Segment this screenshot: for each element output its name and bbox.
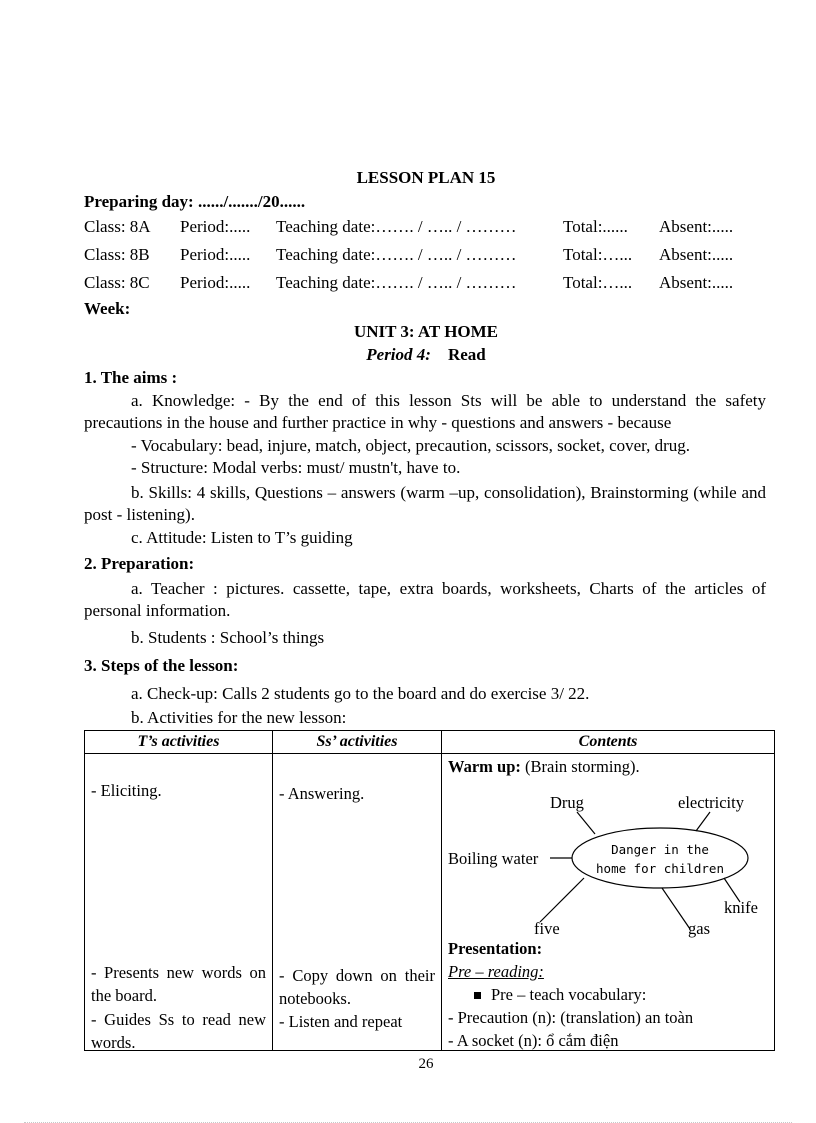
page-number: 26 <box>418 1056 434 1072</box>
period-line <box>0 345 816 365</box>
preparing-day: Preparing day: ....../......./20...... <box>84 192 306 211</box>
lesson-title: LESSON PLAN 15 <box>356 168 496 187</box>
steps-heading: 3. Steps of the lesson: <box>84 656 239 675</box>
warmup-label: Warm up: <box>448 757 521 776</box>
preparation-teacher: a. Teacher : pictures. cassette, tape, extra boards, worksheets, Charts of the articles of personal information. <box>84 579 766 620</box>
bullet-icon <box>474 992 481 999</box>
mindmap-line-five <box>540 878 584 922</box>
contents-cell <box>442 754 775 1051</box>
teacher-presents: - Presents new words on the board. <box>91 963 266 1005</box>
mindmap-word-gas: gas <box>688 919 710 938</box>
period-topic: Read <box>447 345 486 364</box>
teacher-eliciting: - Eliciting. <box>91 781 162 800</box>
aims-skills: b. Skills: 4 skills, Questions – answers (warm –up, consolidation), Brainstorming (while and post - listening). <box>84 483 766 524</box>
mindmap-word-five: five <box>534 919 560 938</box>
student-activities-cell <box>273 754 442 1051</box>
aims-heading: 1. The aims : <box>84 368 178 387</box>
mindmap-line-drug <box>577 812 595 834</box>
mindmap-line-gas <box>662 888 690 929</box>
header-contents: Contents <box>442 731 775 754</box>
activities-table <box>84 730 775 1051</box>
header-teacher-activities: T’s activities <box>85 731 273 754</box>
teacher-guides: - Guides Ss to read new words. <box>91 1010 266 1052</box>
mindmap-line-electricity <box>696 812 710 831</box>
aims-attitude: c. Attitude: Listen to T’s guiding <box>131 528 353 547</box>
pre-reading-heading: Pre – reading: <box>448 962 544 981</box>
period-label: Period 4: <box>366 345 431 364</box>
vocab-socket: - A socket (n): ổ cắm điện <box>448 1031 619 1050</box>
week-label: Week: <box>84 299 131 318</box>
mindmap-center-line1: Danger in the <box>611 842 709 857</box>
student-listen: - Listen and repeat <box>279 1012 403 1031</box>
preparation-students: b. Students : School’s things <box>131 628 325 647</box>
steps-activities: b. Activities for the new lesson: <box>131 708 347 727</box>
student-copy: - Copy down on their notebooks. <box>279 966 435 1008</box>
preparation-heading: 2. Preparation: <box>84 554 195 573</box>
mindmap-word-drug: Drug <box>550 793 584 812</box>
header-student-activities: Ss’ activities <box>273 731 442 754</box>
presentation-heading: Presentation: <box>448 939 543 958</box>
mindmap-word-boiling-water: Boiling water <box>448 849 539 868</box>
mindmap-word-electricity: electricity <box>678 793 744 812</box>
table-header-row <box>85 731 775 754</box>
mindmap-word-knife: knife <box>724 898 758 917</box>
table-row <box>85 754 775 1051</box>
warmup-text: (Brain storming). <box>520 757 640 776</box>
student-answering: - Answering. <box>279 784 365 803</box>
steps-checkup: a. Check-up: Calls 2 students go to the board and do exercise 3/ 22. <box>131 684 590 703</box>
unit-title: UNIT 3: AT HOME <box>353 322 499 341</box>
mindmap-center-line2: home for children <box>596 861 724 876</box>
mindmap-center-ellipse <box>572 828 748 888</box>
teacher-activities-cell <box>85 754 273 1051</box>
vocab-precaution: - Precaution (n): (translation) an toàn <box>448 1008 694 1027</box>
aims-knowledge: a. Knowledge: - By the end of this lesson Sts will be able to understand the safety precautions in the house and further practice in why - questions and answers - because <box>84 391 766 432</box>
aims-vocabulary: - Vocabulary: bead, injure, match, object, precaution, scissors, socket, cover, drug. <box>131 436 691 455</box>
pre-teach-line: Pre – teach vocabulary: <box>448 983 768 1006</box>
document-page: LESSON PLAN 15 Preparing day: ....../......./20...... Class: 8A Period:..... Teaching date:……. / ….. / ……… Total:...... Absent:..... Class: 8B Period:..... Teaching date:……. / ….. / ……… Total:…... Absent:..... Class: 8C Period:..... Teaching date:……. / ….. / ……… Total:…... Absent:..... Week: UNIT 3: AT HOME Period 4: Read 1. The aims : a. Knowledge: - By the end of this lesson Sts will be able to understand the safety precautions in the house and further practice in why - questions and answers - because - Vocabulary: bead, injure, match, object, precaution, scissors, socket, cover, drug. - Structure: Modal verbs: must/ mustn't, have to. b. Skills: 4 skills, Questions – answers (warm –up, consolidation), Brainstorming (while and post - listening). c. Attitude: Listen to T’s guiding 2. Preparation: a. Teacher : pictures. cassette, tape, extra boards, worksheets, Charts of the articles of personal information. b. Students : School’s things 3. Steps of the lesson: a. Check-up: Calls 2 students go to the board and do exercise 3/ 22. b. Activities for the new lesson: T’s activities Ss’ activities Contents - Eliciting. - Presents new words on the board. - Guides Ss to read new words. - Answering. - Copy down on their notebooks. - Listen and repeat Warm up: (Brain storming). Danger in the home for children Drug electricity Boiling water knife five gas Presentation: Pre – reading: Pre – teach vocabulary: - Precaution (n): (translation) an toàn - A socket (n): ổ cắm điện 26 <box>0 0 816 1123</box>
brainstorm-mindmap <box>442 774 774 964</box>
aims-structure: - Structure: Modal verbs: must/ mustn't, have to. <box>131 458 461 477</box>
